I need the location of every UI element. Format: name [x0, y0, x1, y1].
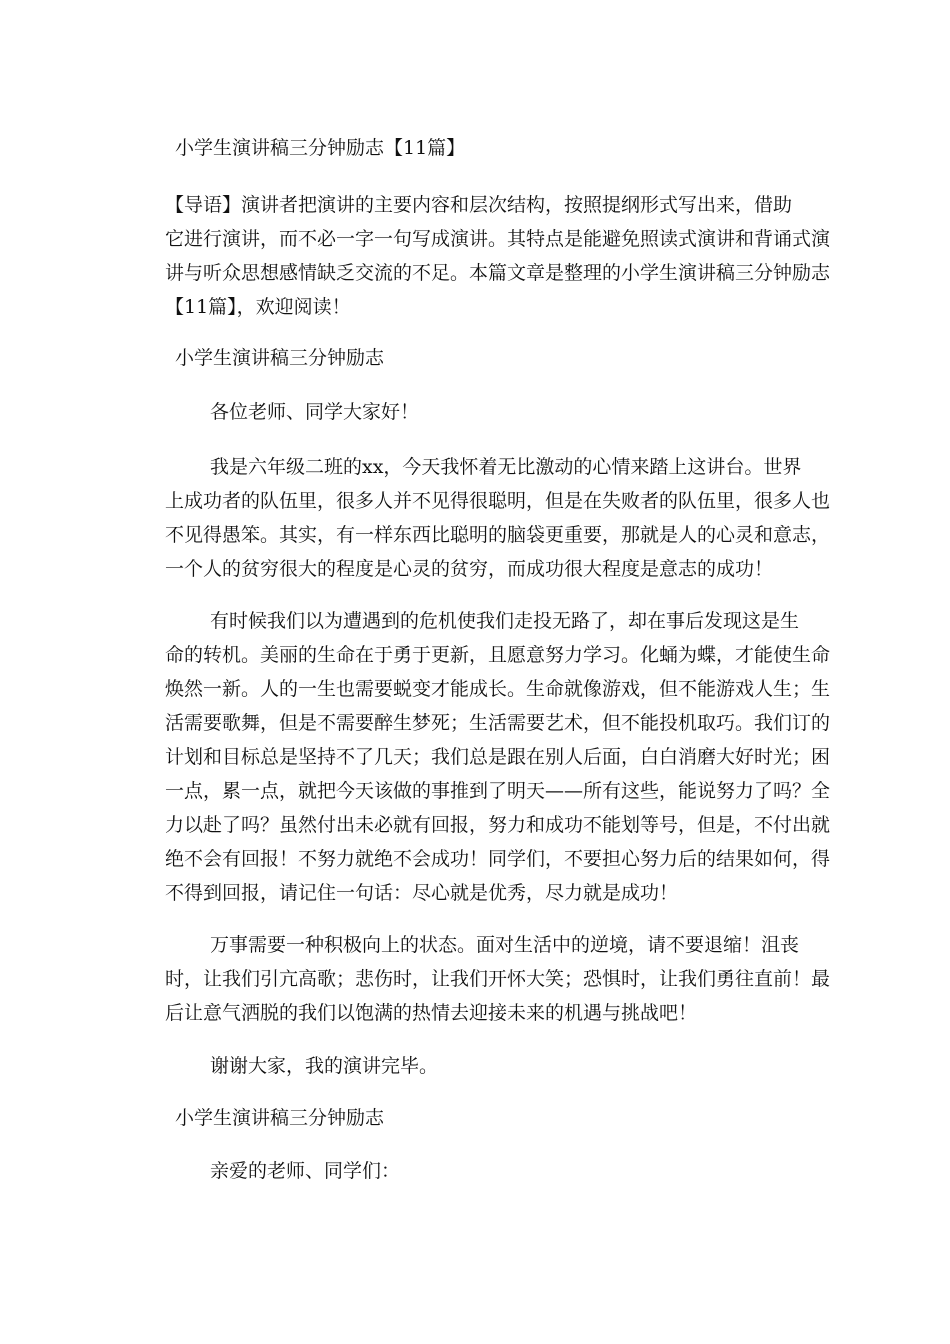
paragraph-line: 我是六年级二班的xx，今天我怀着无比激动的心情来踏上这讲台。世界 [210, 456, 802, 478]
intro-line: 【导语】演讲者把演讲的主要内容和层次结构，按照提纲形式写出来，借助 [165, 194, 793, 216]
closing-line: 谢谢大家，我的演讲完毕。 [210, 1055, 439, 1077]
paragraph-line: 活需要歌舞，但是不需要醉生梦死；生活需要艺术，但不能投机取巧。我们订的 [165, 712, 831, 734]
paragraph-line: 一个人的贫穷很大的程度是心灵的贫穷，而成功很大程度是意志的成功！ [165, 558, 774, 580]
paragraph-line: 绝不会有回报！不努力就绝不会成功！同学们，不要担心努力后的结果如何，得 [165, 848, 831, 870]
paragraph-line: 计划和目标总是坚持不了几天；我们总是跟在别人后面，白白消磨大好时光；困 [165, 746, 831, 768]
paragraph-line: 有时候我们以为遭遇到的危机使我们走投无路了，却在事后发现这是生 [210, 610, 800, 632]
intro-line: 讲与听众思想感情缺乏交流的不足。本篇文章是整理的小学生演讲稿三分钟励志 [165, 262, 831, 284]
paragraph-line: 万事需要一种积极向上的状态。面对生活中的逆境，请不要退缩！沮丧 [210, 934, 800, 956]
paragraph-line: 力以赴了吗？虽然付出未必就有回报，努力和成功不能划等号，但是，不付出就 [165, 814, 831, 836]
section-heading: 小学生演讲稿三分钟励志 [175, 1107, 385, 1129]
paragraph-line: 一点，累一点，就把今天该做的事推到了明天——所有这些，能说努力了吗？全 [165, 780, 831, 802]
section-heading: 小学生演讲稿三分钟励志 [175, 347, 385, 369]
paragraph-line: 命的转机。美丽的生命在于勇于更新，且愿意努力学习。化蛹为蝶，才能使生命 [165, 644, 831, 666]
document-title: 小学生演讲稿三分钟励志【11篇】 [175, 137, 466, 159]
paragraph-line: 不得到回报，请记住一句话：尽心就是优秀，尽力就是成功！ [165, 882, 679, 904]
paragraph-line: 上成功者的队伍里，很多人并不见得很聪明，但是在失败者的队伍里，很多人也 [165, 490, 831, 512]
greeting: 各位老师、同学大家好！ [210, 401, 420, 423]
paragraph-line: 时，让我们引亢高歌；悲伤时，让我们开怀大笑；恐惧时，让我们勇往直前！最 [165, 968, 831, 990]
paragraph-line: 焕然一新。人的一生也需要蜕变才能成长。生命就像游戏，但不能游戏人生；生 [165, 678, 831, 700]
intro-line: 【11篇】，欢迎阅读！ [165, 296, 351, 318]
paragraph-line: 后让意气洒脱的我们以饱满的热情去迎接未来的机遇与挑战吧！ [165, 1002, 698, 1024]
paragraph-line: 不见得愚笨。其实，有一样东西比聪明的脑袋更重要，那就是人的心灵和意志， [165, 524, 831, 546]
greeting: 亲爱的老师、同学们： [210, 1160, 401, 1182]
intro-line: 它进行演讲，而不必一字一句写成演讲。其特点是能避免照读式演讲和背诵式演 [165, 228, 831, 250]
